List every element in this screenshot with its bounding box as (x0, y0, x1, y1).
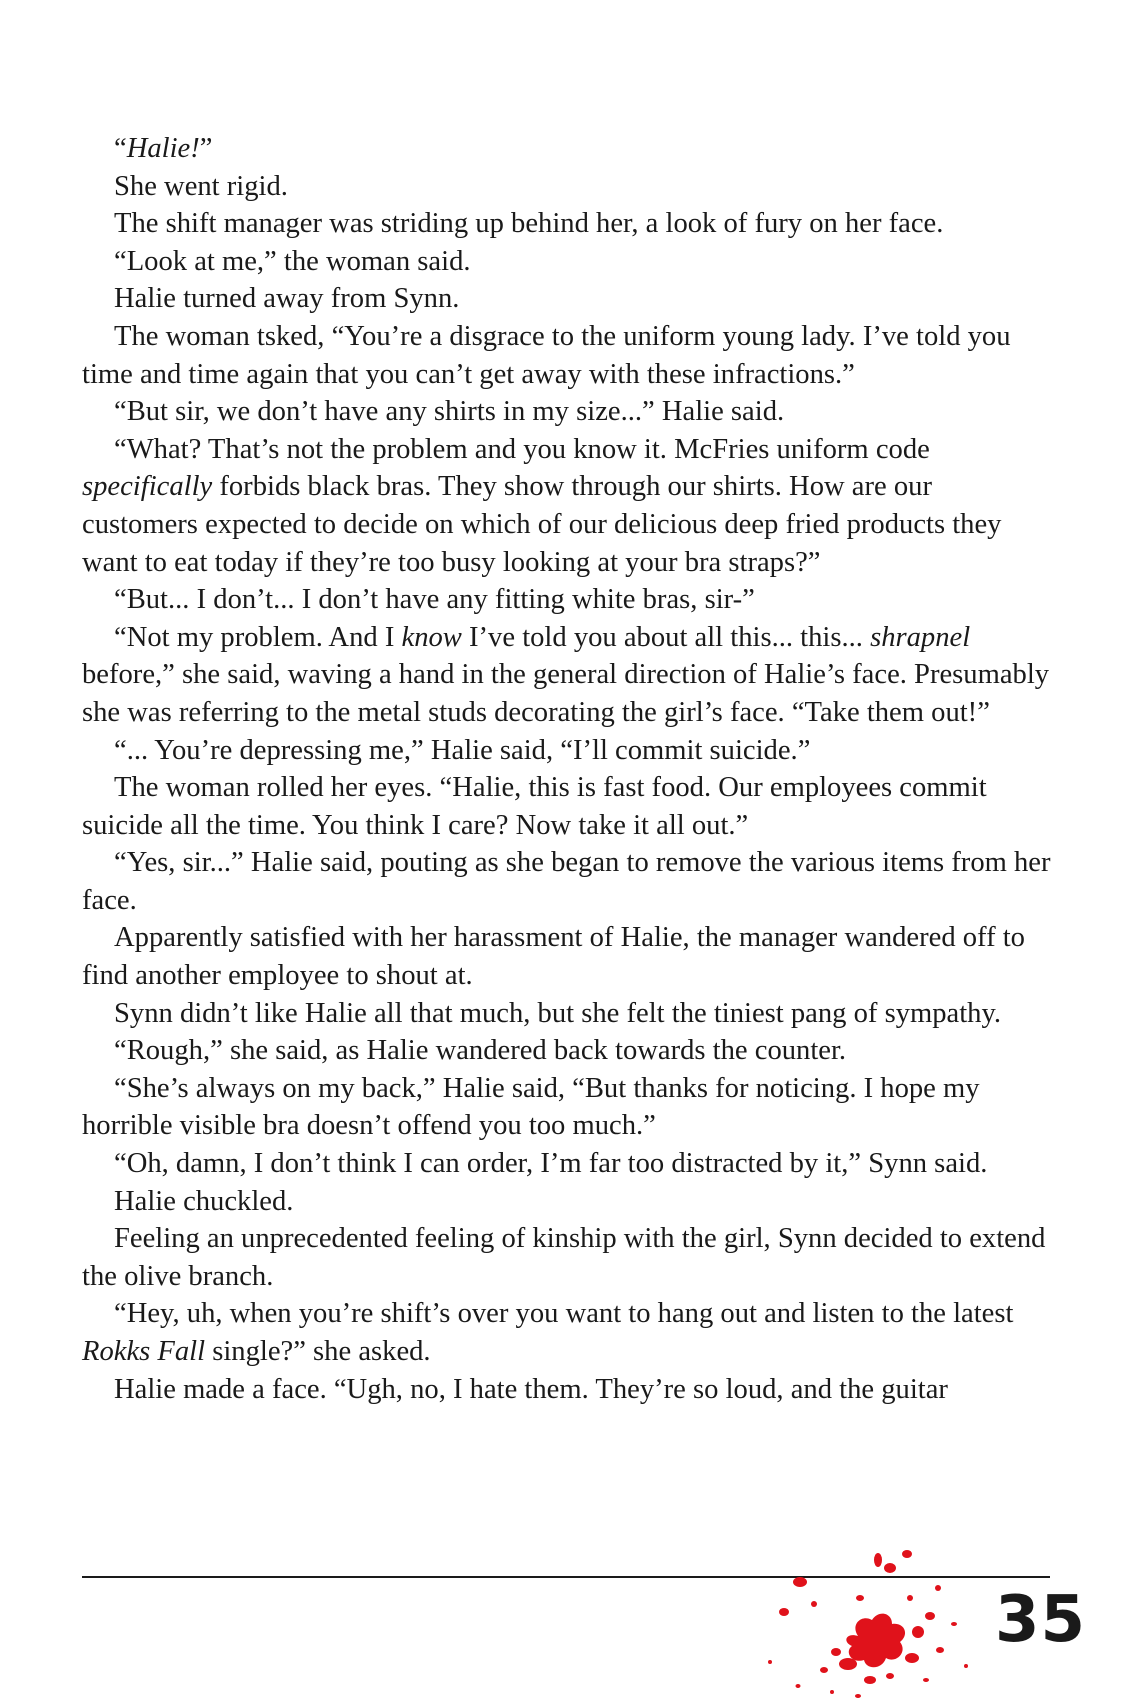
paragraph (82, 769, 1054, 844)
text-run: “But... I don’t... I don’t have any fitting white bras, sir-” (114, 584, 755, 616)
text-run: “Look at me,” the woman said. (114, 245, 471, 277)
text-run: Halie made a face. “Ugh, no, I hate them. They’re so loud, and the guitar (114, 1373, 948, 1405)
text-run: “... You’re depressing me,” Halie said, “I’ll commit suicide.” (114, 734, 811, 766)
text-run: The shift manager was striding up behind her, a look of fury on her face. (114, 208, 944, 240)
paragraph (82, 619, 1057, 732)
paragraph (82, 1070, 1054, 1145)
paragraph (82, 243, 1054, 281)
text-run: I’ve told you about all this... this... (461, 621, 871, 653)
paragraph (82, 1220, 1054, 1295)
paragraph (82, 581, 1054, 619)
paragraph (82, 393, 1054, 431)
text-run: forbids black bras. They show through our shirts. How are our customers expected to decide on which of our delicious deep fried products they want to eat today if they’re too busy looking at your bra straps?” (82, 471, 1009, 578)
paragraph (82, 1145, 1054, 1183)
italic-text: specifically (82, 471, 213, 503)
text-run: Apparently satisfied with her harassment of Halie, the manager wandered off to find another employee to shout at. (82, 922, 1033, 992)
text-run: ” (199, 133, 213, 164)
text-run: “But sir, we don’t have any shirts in my size...” Halie said. (114, 396, 785, 428)
text-run: She went rigid. (114, 170, 288, 202)
text-run: before,” she said, waving a hand in the general direction of Halie’s face. Presumably she was referring to the metal studs decorating the girl’s face. “Take them out!” (82, 621, 1057, 728)
paragraph (82, 844, 1058, 919)
paragraph (82, 1032, 1054, 1070)
paragraph (82, 205, 1054, 243)
paragraph (82, 431, 1054, 581)
text-run: The woman rolled her eyes. “Halie, this is fast food. Our employees commit suicide all the time. You think I care? Now take it all out.” (82, 772, 994, 841)
paragraph (82, 1371, 1054, 1409)
text-run: single?” she asked. (205, 1336, 431, 1367)
text-run: The woman tsked, “You’re a disgrace to the uniform young lady. I’ve told you time and time again that you can’t get away with these infractions.” (82, 320, 1018, 390)
text-run: Synn didn’t like Halie all that much, but she felt the tiniest pang of sympathy. (114, 997, 1002, 1029)
text-run: Feeling an unprecedented feeling of kinship with the girl, Synn decided to extend the olive branch. (82, 1223, 1053, 1292)
paragraph (82, 919, 1054, 994)
text-run: Halie chuckled. (114, 1185, 294, 1217)
text-run: “Oh, damn, I don’t think I can order, I’m far too distracted by it,” Synn said. (114, 1148, 988, 1180)
italic-text: Halie! (126, 133, 200, 164)
page-number: 35 (995, 1583, 1087, 1657)
text-run: “ (114, 133, 127, 164)
paragraph (82, 1183, 1054, 1221)
blood-splatter-icon (740, 1540, 1000, 1700)
paragraph (82, 1295, 1054, 1370)
text-run: Halie turned away from Synn. (114, 283, 460, 315)
paragraph (82, 280, 1054, 318)
text-run: “What? That’s not the problem and you know it. McFries uniform code (114, 433, 937, 465)
paragraph (82, 318, 1054, 393)
text-run: “Hey, uh, when you’re shift’s over you want to hang out and listen to the latest (114, 1298, 1021, 1330)
italic-text: know (401, 621, 462, 653)
italic-text: shrapnel (870, 621, 971, 653)
paragraph (82, 130, 1054, 168)
text-run: “Rough,” she said, as Halie wandered back towards the counter. (114, 1035, 847, 1067)
text-run: “Yes, sir...” Halie said, pouting as she began to remove the various items from her face. (82, 847, 1058, 916)
text-run: “Not my problem. And I (114, 621, 402, 653)
paragraph (82, 995, 1054, 1033)
text-run: “She’s always on my back,” Halie said, “But thanks for noticing. I hope my horrible visible bra doesn’t offend you too much.” (82, 1072, 987, 1142)
paragraph (82, 732, 1054, 770)
italic-text: Rokks Fall (82, 1336, 206, 1367)
body-text (82, 130, 1058, 1408)
paragraph (82, 168, 1054, 206)
